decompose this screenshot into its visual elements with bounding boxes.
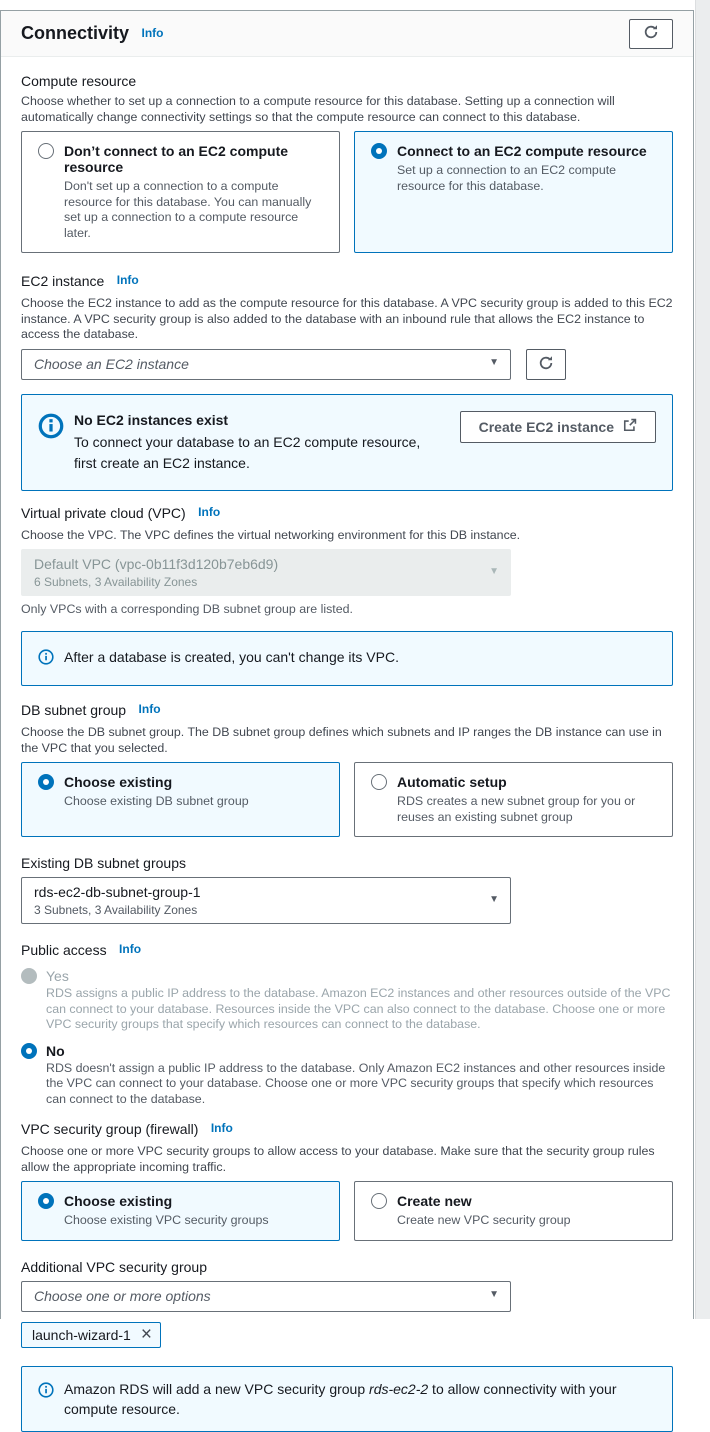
vpc-security-group-field: [21, 1121, 673, 1241]
vpc-description: Choose the VPC. The VPC defines the virtual networking environment for this DB instance.: [21, 527, 521, 542]
info-circle-icon: [38, 1382, 54, 1403]
db-subnet-group-field: [21, 702, 673, 837]
public-access-label: Public access: [21, 942, 107, 958]
vpc-label: Virtual private cloud (VPC): [21, 504, 186, 521]
option-description: RDS creates a new subnet group for you or reuses an existing subnet group: [397, 794, 636, 824]
public-access-yes-description: RDS assigns a public IP address to the database. Amazon EC2 instances and other resources outside of the VPC can connect to your database. Resources inside the VPC can also connect to the database. Choose one or more VPC security groups that specify which resources can connect to the database.: [46, 986, 671, 1031]
option-title: No: [46, 1042, 65, 1059]
additional-sg-placeholder: Choose one or more options: [34, 1287, 211, 1304]
chevron-down-icon: [489, 1289, 499, 1300]
option-title: Create new: [397, 1193, 472, 1209]
public-access-info-link[interactable]: Info: [119, 942, 142, 956]
public-access-yes-option: [21, 968, 673, 984]
panel-title-group: [21, 23, 163, 44]
ec2-instance-description: Choose the EC2 instance to add as the compute resource for this database. A VPC security group is added to this EC2 instance. A VPC security group is also added to the database with an inbound rule that allows the EC2 instance to access the database.: [21, 296, 673, 341]
compute-resource-options: [21, 131, 673, 253]
radio-selected-icon[interactable]: [38, 774, 54, 790]
vpc-security-group-description: Choose one or more VPC security groups to allow access to your database. Make sure that the security group rules allow the appropriate incoming traffic.: [21, 1144, 655, 1174]
vpc-security-group-options: [21, 1181, 673, 1241]
page-title: Connectivity: [21, 23, 130, 43]
panel-body: [1, 57, 693, 1432]
chevron-down-icon: [489, 566, 499, 577]
subnet-group-select-value: rds-ec2-db-subnet-group-1: [34, 884, 201, 900]
security-group-token: [21, 1322, 161, 1348]
radio-selected-icon[interactable]: [371, 143, 387, 159]
option-title: Choose existing: [64, 1193, 173, 1209]
additional-sg-select[interactable]: [21, 1281, 511, 1312]
option-choose-existing-sg[interactable]: [21, 1181, 340, 1241]
connectivity-panel: [0, 10, 694, 1417]
option-title: Yes: [46, 968, 69, 984]
ec2-refresh-button[interactable]: [526, 349, 566, 380]
option-description: Set up a connection to an EC2 compute resource for this database.: [397, 163, 617, 193]
radio-unselected-icon[interactable]: [371, 1193, 387, 1209]
db-subnet-group-info-link[interactable]: Info: [138, 702, 161, 716]
option-title: Don’t connect to an EC2 compute resource: [64, 143, 289, 175]
info-circle-icon: [38, 413, 64, 444]
radio-unselected-icon[interactable]: [371, 774, 387, 790]
vpc-info-link[interactable]: Info: [198, 504, 221, 519]
option-description: Don't set up a connection to a compute resource for this database. You can manually set up a connection to a compute resource later.: [64, 179, 312, 240]
remove-token-icon[interactable]: [141, 1328, 152, 1342]
option-title: Choose existing: [64, 774, 173, 790]
vpc-select-detail: 6 Subnets, 3 Availability Zones: [34, 575, 198, 589]
vpc-security-group-info-link[interactable]: Info: [210, 1121, 233, 1135]
security-group-name: rds-ec2-2: [369, 1380, 429, 1397]
existing-subnet-groups-select[interactable]: [21, 877, 511, 924]
refresh-icon: [538, 355, 554, 374]
compute-resource-field: [21, 73, 673, 253]
scrollbar-track[interactable]: [695, 0, 710, 1319]
create-ec2-instance-button[interactable]: [460, 411, 656, 443]
ec2-instance-select[interactable]: [21, 349, 511, 380]
refresh-icon: [643, 24, 659, 43]
subnet-group-select-detail: 3 Subnets, 3 Availability Zones: [34, 903, 198, 917]
option-dont-connect-ec2[interactable]: [21, 131, 340, 253]
radio-selected-icon[interactable]: [38, 1193, 54, 1209]
vpc-field: [21, 505, 673, 618]
alert-message: [64, 1379, 639, 1419]
public-access-field: [21, 942, 673, 1107]
db-subnet-group-label: DB subnet group: [21, 702, 127, 718]
vpc-select: [21, 549, 511, 596]
radio-unselected-icon[interactable]: [38, 143, 54, 159]
token-label: launch-wizard-1: [32, 1326, 131, 1343]
additional-sg-label: Additional VPC security group: [21, 1258, 207, 1275]
public-access-no-option[interactable]: [21, 1043, 673, 1059]
vpc-constraint-text: Only VPCs with a corresponding DB subnet group are listed.: [21, 602, 353, 616]
existing-subnet-groups-label: Existing DB subnet groups: [21, 855, 186, 871]
option-description: Create new VPC security group: [397, 1213, 571, 1227]
compute-resource-description: Choose whether to set up a connection to a compute resource for this database. Setting up a connection will automatically change connectivity settings so that the compute resource can connect to this database.: [21, 94, 615, 124]
alert-message: To connect your database to an EC2 compute resource, first create an EC2 instance.: [74, 433, 421, 471]
chevron-down-icon: [489, 357, 499, 368]
button-label: Create EC2 instance: [478, 418, 614, 435]
option-choose-existing-subnet[interactable]: [21, 762, 340, 837]
option-title: Connect to an EC2 compute resource: [397, 143, 647, 159]
ec2-instance-label: EC2 instance: [21, 273, 105, 289]
option-connect-ec2[interactable]: [354, 131, 673, 253]
no-ec2-instances-alert: [21, 394, 673, 491]
refresh-button[interactable]: [629, 19, 673, 49]
radio-disabled-icon: [21, 968, 37, 984]
alert-title: No EC2 instances exist: [74, 411, 229, 428]
vpc-change-alert: [21, 631, 673, 686]
db-subnet-group-options: [21, 762, 673, 837]
option-create-new-sg[interactable]: [354, 1181, 673, 1241]
option-description: Choose existing DB subnet group: [64, 794, 249, 808]
additional-sg-field: [21, 1259, 673, 1348]
connectivity-info-link[interactable]: Info: [141, 26, 164, 40]
vpc-select-value: Default VPC (vpc-0b11f3d120b7eb6d9): [34, 556, 279, 572]
option-title: Automatic setup: [397, 774, 507, 790]
compute-resource-label: Compute resource: [21, 73, 137, 89]
ec2-instance-field: [21, 273, 673, 380]
panel-header: [1, 11, 693, 57]
db-subnet-group-description: Choose the DB subnet group. The DB subnet group defines which subnets and IP ranges the DB instance can use in the VPC that you selected.: [21, 725, 662, 755]
external-link-icon: [623, 418, 637, 436]
ec2-instance-select-placeholder: Choose an EC2 instance: [34, 355, 189, 372]
existing-subnet-groups-field: [21, 855, 673, 924]
option-automatic-setup[interactable]: [354, 762, 673, 837]
rds-sg-alert: [21, 1366, 673, 1432]
radio-selected-icon[interactable]: [21, 1043, 37, 1059]
alert-message: After a database is created, you can't change its VPC.: [64, 649, 399, 665]
alert-message-prefix: Amazon RDS will add a new VPC security group: [64, 1380, 370, 1397]
option-description: Choose existing VPC security groups: [64, 1213, 269, 1227]
chevron-down-icon: [489, 894, 499, 905]
public-access-no-description: RDS doesn't assign a public IP address to the database. Only Amazon EC2 instances and other resources inside the VPC can connect to your database. Choose one or more VPC security groups that specify which resources can connect to the database.: [46, 1060, 666, 1106]
vpc-security-group-label: VPC security group (firewall): [21, 1121, 199, 1137]
info-circle-icon: [38, 649, 54, 670]
alert-message-suffix: to allow connectivity with your compute resource.: [64, 1380, 617, 1417]
ec2-instance-info-link[interactable]: Info: [116, 273, 139, 287]
